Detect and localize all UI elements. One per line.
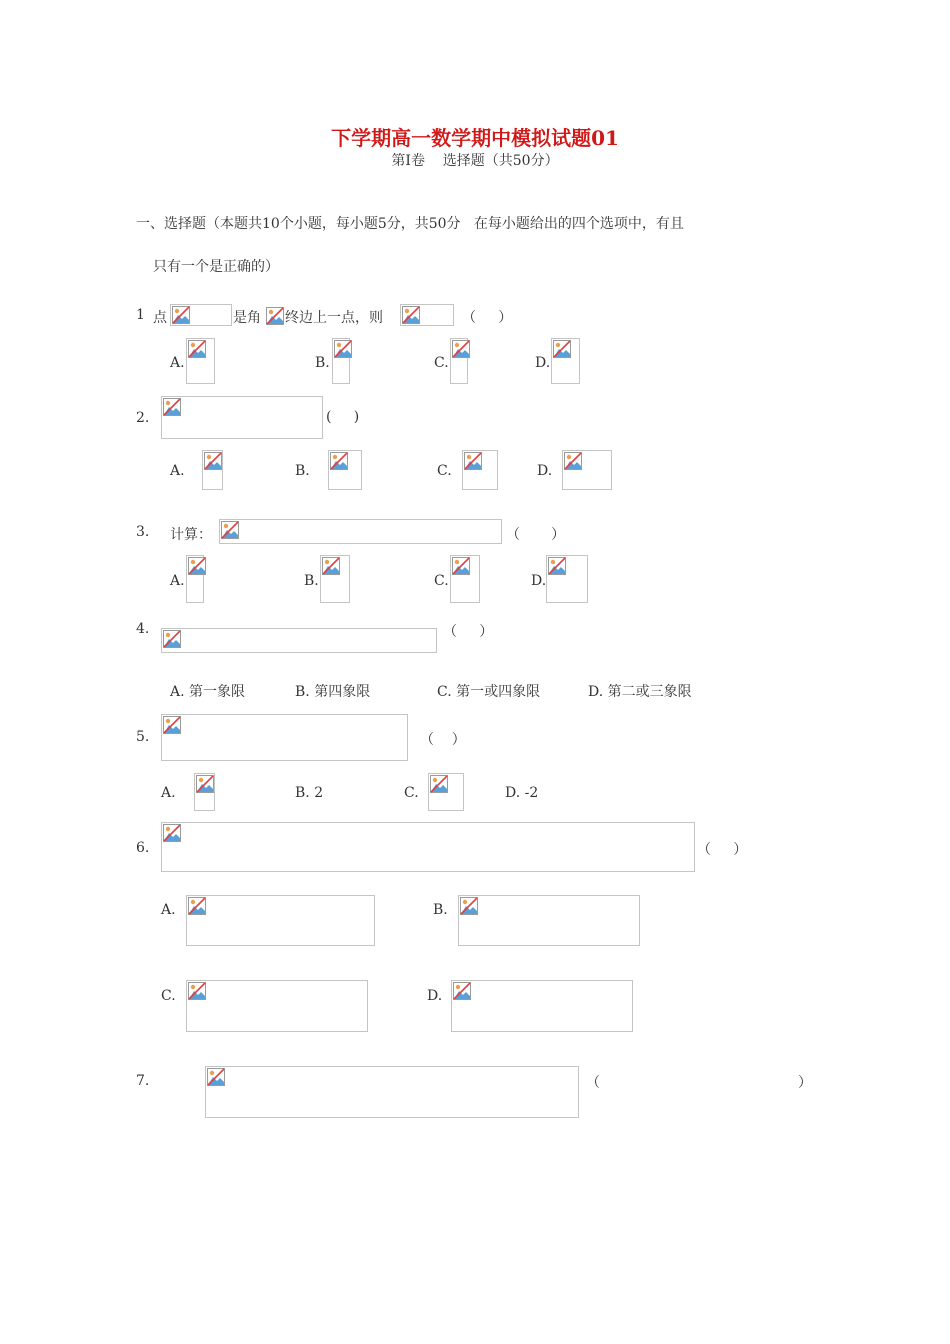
q6-option-d-image bbox=[451, 980, 633, 1032]
broken-image-icon bbox=[402, 306, 420, 324]
q3-option-a: A. bbox=[170, 573, 185, 589]
broken-image-icon bbox=[452, 557, 470, 575]
q2-option-a-image bbox=[202, 450, 223, 490]
q5-option-d: D. -2 bbox=[505, 785, 539, 801]
page-subtitle: 第Ⅰ卷 选择题（共50分） bbox=[391, 153, 559, 169]
q6-option-a: A. bbox=[161, 902, 176, 918]
q1-number: 1 bbox=[136, 307, 145, 323]
section-heading-line1: 一、选择题（本题共10个小题，每小题5分，共50分 在每小题给出的四个选项中，有且 bbox=[136, 216, 684, 232]
q5-formula-image bbox=[161, 714, 408, 761]
broken-image-icon bbox=[464, 452, 482, 470]
q3-formula-image bbox=[219, 519, 502, 544]
broken-image-icon bbox=[453, 982, 471, 1000]
q3-option-a-image bbox=[186, 555, 204, 603]
broken-image-icon bbox=[207, 1068, 225, 1086]
q4-number: 4. bbox=[136, 621, 150, 637]
q2-option-b-image bbox=[328, 450, 362, 490]
broken-image-icon bbox=[548, 557, 566, 575]
q5-option-a: A. bbox=[161, 785, 176, 801]
q6-option-d: D. bbox=[427, 988, 443, 1004]
broken-image-icon bbox=[334, 340, 352, 358]
section-heading-line2: 只有一个是正确的） bbox=[153, 259, 279, 275]
q1-option-b-image bbox=[332, 338, 350, 384]
broken-image-icon bbox=[430, 775, 448, 793]
q3-label: 计算： bbox=[170, 527, 212, 543]
broken-image-icon bbox=[163, 716, 181, 734]
q4-option-c: C. 第一或四象限 bbox=[437, 684, 541, 700]
q1-formula-image-1 bbox=[170, 304, 232, 326]
broken-image-icon bbox=[172, 306, 190, 324]
q5-option-b: B. 2 bbox=[295, 785, 324, 801]
q7-number: 7. bbox=[136, 1073, 150, 1089]
q1-text-2: 是角 bbox=[233, 310, 261, 326]
q5-option-a-image bbox=[194, 773, 215, 811]
broken-image-icon bbox=[452, 340, 470, 358]
broken-image-icon bbox=[330, 452, 348, 470]
q3-option-d: D. bbox=[531, 573, 547, 589]
q2-option-c: C. bbox=[437, 463, 452, 479]
q1-option-d: D. bbox=[535, 355, 551, 371]
broken-image-icon bbox=[553, 340, 571, 358]
broken-image-icon bbox=[460, 897, 478, 915]
q2-number: 2. bbox=[136, 410, 150, 426]
q6-option-a-image bbox=[186, 895, 375, 946]
q4-option-d: D. 第二或三象限 bbox=[588, 684, 692, 700]
broken-image-icon bbox=[188, 897, 206, 915]
q4-formula-image bbox=[161, 628, 437, 653]
q1-formula-image-3 bbox=[400, 304, 454, 326]
q2-option-c-image bbox=[462, 450, 498, 490]
q6-formula-image bbox=[161, 822, 695, 872]
broken-image-icon bbox=[188, 557, 206, 575]
q3-option-c: C. bbox=[434, 573, 449, 589]
q5-option-c-image bbox=[428, 773, 464, 811]
q1-option-d-image bbox=[551, 338, 580, 384]
broken-image-icon bbox=[163, 398, 181, 416]
q3-option-c-image bbox=[450, 555, 480, 603]
q7-paren-open: （ bbox=[586, 1075, 600, 1091]
q1-option-c: C. bbox=[434, 355, 449, 371]
q2-option-a: A. bbox=[170, 463, 185, 479]
q1-text-1: 点 bbox=[153, 310, 167, 326]
broken-image-icon bbox=[163, 824, 181, 842]
q3-answer-paren: （ ） bbox=[506, 527, 566, 543]
q5-answer-paren: （ ） bbox=[420, 732, 466, 748]
q1-formula-image-2 bbox=[265, 306, 285, 326]
broken-image-icon bbox=[188, 982, 206, 1000]
q1-option-a: A. bbox=[170, 355, 185, 371]
page-title: 下学期高一数学期中模拟试题01 bbox=[331, 126, 619, 150]
broken-image-icon bbox=[322, 557, 340, 575]
broken-image-icon bbox=[188, 340, 206, 358]
q6-option-c: C. bbox=[161, 988, 176, 1004]
q6-option-b: B. bbox=[433, 902, 448, 918]
q3-option-b-image bbox=[320, 555, 350, 603]
q3-option-d-image bbox=[546, 555, 588, 603]
q2-answer-paren: ( ) bbox=[326, 409, 360, 425]
broken-image-icon bbox=[564, 452, 582, 470]
q6-option-c-image bbox=[186, 980, 368, 1032]
q5-number: 5. bbox=[136, 729, 150, 745]
q5-option-c: C. bbox=[404, 785, 419, 801]
q1-option-c-image bbox=[450, 338, 468, 384]
q1-option-b: B. bbox=[315, 355, 330, 371]
q3-number: 3. bbox=[136, 524, 150, 540]
broken-image-icon bbox=[204, 452, 222, 470]
q6-option-b-image bbox=[458, 895, 640, 946]
broken-image-icon bbox=[196, 775, 214, 793]
q2-formula-image bbox=[161, 396, 323, 439]
q1-option-a-image bbox=[186, 338, 215, 384]
broken-image-icon bbox=[221, 521, 239, 539]
q4-answer-paren: （ ） bbox=[443, 624, 494, 640]
q2-option-b: B. bbox=[295, 463, 310, 479]
q4-option-b: B. 第四象限 bbox=[295, 684, 371, 700]
broken-image-icon bbox=[163, 630, 181, 648]
q6-number: 6. bbox=[136, 840, 150, 856]
q2-option-d-image bbox=[562, 450, 612, 490]
q7-formula-image bbox=[205, 1066, 579, 1118]
q3-option-b: B. bbox=[304, 573, 319, 589]
q1-answer-paren: （ ） bbox=[462, 310, 513, 326]
q1-text-3: 终边上一点，则 bbox=[285, 310, 383, 326]
q4-option-a: A. 第一象限 bbox=[170, 684, 246, 700]
q6-answer-paren: （ ） bbox=[697, 842, 748, 858]
q7-paren-close: ） bbox=[798, 1075, 812, 1091]
q2-option-d: D. bbox=[537, 463, 553, 479]
broken-image-icon bbox=[266, 307, 284, 325]
